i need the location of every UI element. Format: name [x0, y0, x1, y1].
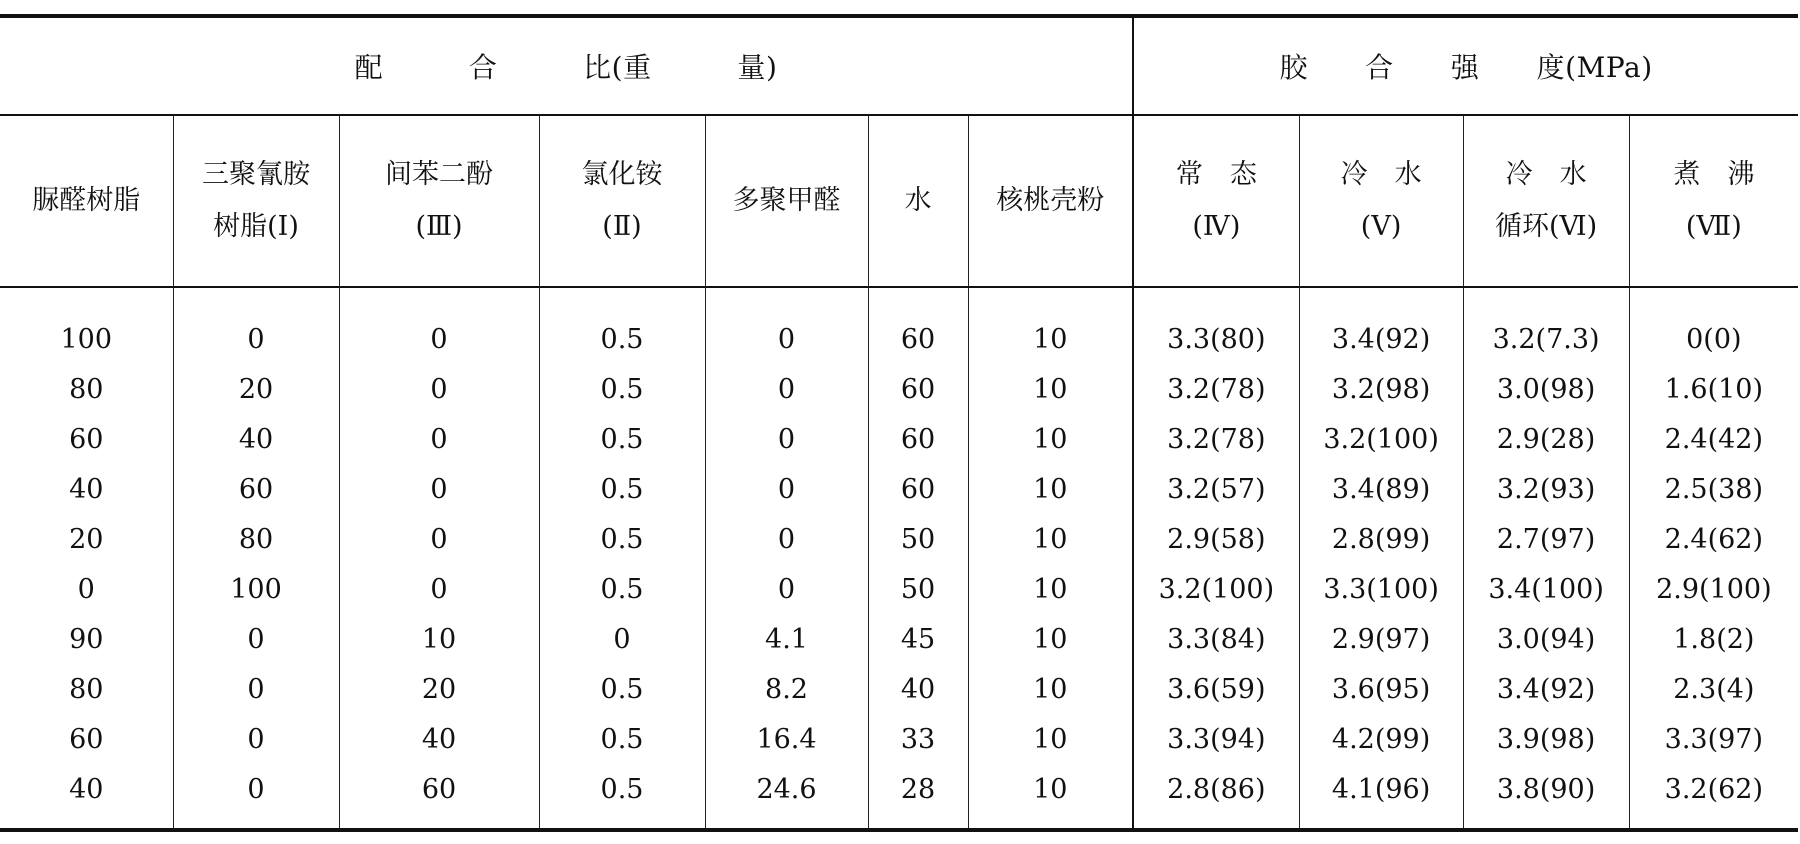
column-header-ammonium-chloride [539, 115, 705, 287]
cell-cold-water-cycle: 3.4(92) [1463, 664, 1629, 714]
column-header-line1: 水 [904, 185, 932, 216]
cell-resorcinol: 0 [339, 464, 539, 514]
column-header-line1: 煮 沸 [1673, 159, 1755, 190]
cell-urea-resin: 80 [69, 673, 104, 705]
table-row [0, 614, 1798, 664]
cell-cold-water-cycle: 2.9(28) [1463, 414, 1629, 464]
column-header-line1: 间苯二酚 [385, 159, 493, 190]
cell-boiling: 2.9(100) [1629, 564, 1798, 614]
cell-resorcinol: 0 [339, 287, 539, 364]
cell-cold-water-cycle: 2.7(97) [1463, 514, 1629, 564]
cell-paraformaldehyde: 0 [705, 564, 868, 614]
cell-resorcinol: 0 [339, 564, 539, 614]
cell-normal-state: 3.2(78) [1133, 364, 1299, 414]
cell-water: 40 [868, 664, 968, 714]
cell-normal-state: 3.3(84) [1133, 614, 1299, 664]
cell-cold-water: 2.8(99) [1299, 514, 1463, 564]
cell-melamine-resin: 60 [173, 464, 339, 514]
table-row [0, 414, 1798, 464]
cell-normal-state: 2.8(86) [1133, 764, 1299, 830]
table-body [0, 287, 1798, 830]
cell-boiling: 3.2(62) [1629, 764, 1798, 830]
column-header-normal-state [1133, 115, 1299, 287]
cell-walnut-shell-flour: 10 [968, 514, 1133, 564]
column-header-row [0, 115, 1798, 287]
cell-melamine-resin: 0 [173, 614, 339, 664]
cell-cold-water: 3.2(98) [1299, 364, 1463, 414]
cell-walnut-shell-flour: 10 [968, 614, 1133, 664]
cell-resorcinol: 20 [339, 664, 539, 714]
cell-normal-state: 3.3(80) [1133, 287, 1299, 364]
cell-urea-resin: 40 [0, 764, 173, 830]
cell-water: 60 [868, 464, 968, 514]
cell-ammonium-chloride: 0.5 [539, 364, 705, 414]
cell-walnut-shell-flour: 10 [968, 714, 1133, 764]
cell-resorcinol: 0 [339, 514, 539, 564]
cell-ammonium-chloride: 0.5 [539, 564, 705, 614]
cell-cold-water-cycle: 3.0(98) [1463, 364, 1629, 414]
cell-walnut-shell-flour: 10 [968, 764, 1133, 830]
cell-ammonium-chloride: 0.5 [539, 664, 705, 714]
cell-paraformaldehyde: 0 [705, 514, 868, 564]
cell-resorcinol: 60 [339, 764, 539, 830]
cell-normal-state: 2.9(58) [1133, 514, 1299, 564]
table-row [0, 364, 1798, 414]
column-header-melamine-resin [173, 115, 339, 287]
table-row [0, 714, 1798, 764]
cell-melamine-resin: 20 [173, 364, 339, 414]
cell-ammonium-chloride: 0.5 [539, 514, 705, 564]
cell-water: 33 [868, 714, 968, 764]
cell-water: 60 [868, 287, 968, 364]
cell-normal-state: 3.6(59) [1133, 664, 1299, 714]
cell-walnut-shell-flour: 10 [968, 287, 1133, 364]
cell-cold-water: 3.4(92) [1299, 287, 1463, 364]
table-row [0, 287, 1798, 364]
cell-paraformaldehyde: 0 [705, 364, 868, 414]
cell-urea-resin: 60 [69, 423, 104, 455]
cell-boiling: 1.6(10) [1629, 364, 1798, 414]
cell-urea-resin: 60 [69, 723, 104, 755]
cell-paraformaldehyde: 24.6 [705, 764, 868, 830]
cell-cold-water: 3.3(100) [1299, 564, 1463, 614]
cell-ammonium-chloride: 0.5 [539, 764, 705, 830]
column-header-cold-water-cycle [1463, 115, 1629, 287]
cell-ammonium-chloride: 0.5 [539, 414, 705, 464]
table-row [0, 464, 1798, 514]
column-header-water [868, 115, 968, 287]
group-header-label: 胶 合 强 度(MPa) [1279, 51, 1653, 84]
column-header-line2: (Ⅳ) [1192, 211, 1241, 242]
cell-resorcinol: 40 [339, 714, 539, 764]
column-header-resorcinol [339, 115, 539, 287]
cell-boiling: 3.3(97) [1629, 714, 1798, 764]
cell-resorcinol: 0 [339, 414, 539, 464]
cell-water: 60 [868, 414, 968, 464]
cell-cold-water: 3.2(100) [1299, 414, 1463, 464]
table-row [0, 564, 1798, 614]
column-header-line1: 三聚氰胺 [202, 159, 310, 190]
cell-resorcinol: 10 [339, 614, 539, 664]
cell-paraformaldehyde: 0 [705, 414, 868, 464]
cell-walnut-shell-flour: 10 [968, 464, 1133, 514]
cell-ammonium-chloride: 0.5 [539, 464, 705, 514]
cell-boiling: 2.4(62) [1629, 514, 1798, 564]
cell-boiling: 1.8(2) [1629, 614, 1798, 664]
cell-normal-state: 3.2(57) [1133, 464, 1299, 514]
cell-walnut-shell-flour: 10 [968, 564, 1133, 614]
cell-boiling: 2.4(42) [1629, 414, 1798, 464]
cell-cold-water-cycle: 3.8(90) [1463, 764, 1629, 830]
cell-melamine-resin: 80 [173, 514, 339, 564]
column-header-line2: 循环(Ⅵ) [1494, 211, 1598, 242]
cell-melamine-resin: 40 [173, 414, 339, 464]
cell-boiling: 0(0) [1629, 287, 1798, 364]
cell-urea-resin: 40 [69, 473, 104, 505]
group-header-row [0, 16, 1798, 115]
column-header-line2: (Ⅲ) [415, 211, 463, 242]
cell-normal-state: 3.2(78) [1133, 414, 1299, 464]
column-header-line1: 冷 水 [1340, 159, 1422, 190]
cell-water: 60 [868, 364, 968, 414]
column-header-line1: 核桃壳粉 [996, 185, 1105, 216]
cell-urea-resin: 100 [60, 323, 113, 355]
cell-urea-resin: 0 [77, 573, 95, 605]
cell-normal-state: 3.2(100) [1133, 564, 1299, 614]
column-header-line2: (Ⅱ) [602, 211, 642, 242]
cell-paraformaldehyde: 4.1 [705, 614, 868, 664]
cell-cold-water: 4.2(99) [1299, 714, 1463, 764]
cell-cold-water-cycle: 3.2(7.3) [1463, 287, 1629, 364]
cell-melamine-resin: 0 [173, 664, 339, 714]
column-header-cold-water [1299, 115, 1463, 287]
table-row [0, 514, 1798, 564]
cell-melamine-resin: 0 [173, 764, 339, 830]
table-row [0, 664, 1798, 714]
column-header-line2: 树脂(Ⅰ) [213, 211, 299, 242]
cell-resorcinol: 0 [339, 364, 539, 414]
column-header-line1: 冷 水 [1505, 159, 1587, 190]
cell-paraformaldehyde: 16.4 [705, 714, 868, 764]
column-header-line2: (Ⅴ) [1360, 211, 1402, 242]
cell-boiling: 2.3(4) [1629, 664, 1798, 714]
cell-normal-state: 3.3(94) [1133, 714, 1299, 764]
cell-water: 45 [868, 614, 968, 664]
cell-cold-water-cycle: 3.2(93) [1463, 464, 1629, 514]
group-header-mix-ratio [0, 16, 1133, 115]
cell-cold-water: 3.6(95) [1299, 664, 1463, 714]
column-header-line2: (Ⅶ) [1685, 211, 1742, 242]
cell-cold-water-cycle: 3.0(94) [1463, 614, 1629, 664]
column-header-line1: 脲醛树脂 [32, 185, 141, 216]
cell-water: 50 [868, 564, 968, 614]
group-header-bond-strength [1133, 16, 1798, 115]
column-header-line1: 氯化铵 [581, 159, 663, 190]
cell-cold-water-cycle: 3.9(98) [1463, 714, 1629, 764]
cell-paraformaldehyde: 8.2 [705, 664, 868, 714]
cell-cold-water: 4.1(96) [1299, 764, 1463, 830]
cell-urea-resin: 90 [69, 623, 104, 655]
cell-paraformaldehyde: 0 [705, 464, 868, 514]
column-header-line1: 常 态 [1175, 159, 1257, 190]
cell-ammonium-chloride: 0 [539, 614, 705, 664]
cell-ammonium-chloride: 0.5 [539, 714, 705, 764]
cell-cold-water: 3.4(89) [1299, 464, 1463, 514]
cell-walnut-shell-flour: 10 [968, 364, 1133, 414]
cell-boiling: 2.5(38) [1629, 464, 1798, 514]
cell-paraformaldehyde: 0 [705, 287, 868, 364]
column-header-walnut-shell-flour [968, 115, 1133, 287]
data-table [0, 14, 1798, 832]
column-header-urea-resin [0, 115, 173, 287]
column-header-line1: 多聚甲醛 [732, 185, 841, 216]
cell-cold-water-cycle: 3.4(100) [1463, 564, 1629, 614]
cell-water: 28 [868, 764, 968, 830]
cell-cold-water: 2.9(97) [1299, 614, 1463, 664]
table-row [0, 764, 1798, 830]
column-header-boiling [1629, 115, 1798, 287]
cell-urea-resin: 20 [69, 523, 104, 555]
cell-walnut-shell-flour: 10 [968, 664, 1133, 714]
column-header-paraformaldehyde [705, 115, 868, 287]
cell-melamine-resin: 100 [173, 564, 339, 614]
cell-melamine-resin: 0 [173, 287, 339, 364]
cell-water: 50 [868, 514, 968, 564]
cell-melamine-resin: 0 [173, 714, 339, 764]
cell-ammonium-chloride: 0.5 [539, 287, 705, 364]
cell-urea-resin: 80 [69, 373, 104, 405]
group-header-label: 配 合 比(重 量) [354, 51, 778, 84]
cell-walnut-shell-flour: 10 [968, 414, 1133, 464]
